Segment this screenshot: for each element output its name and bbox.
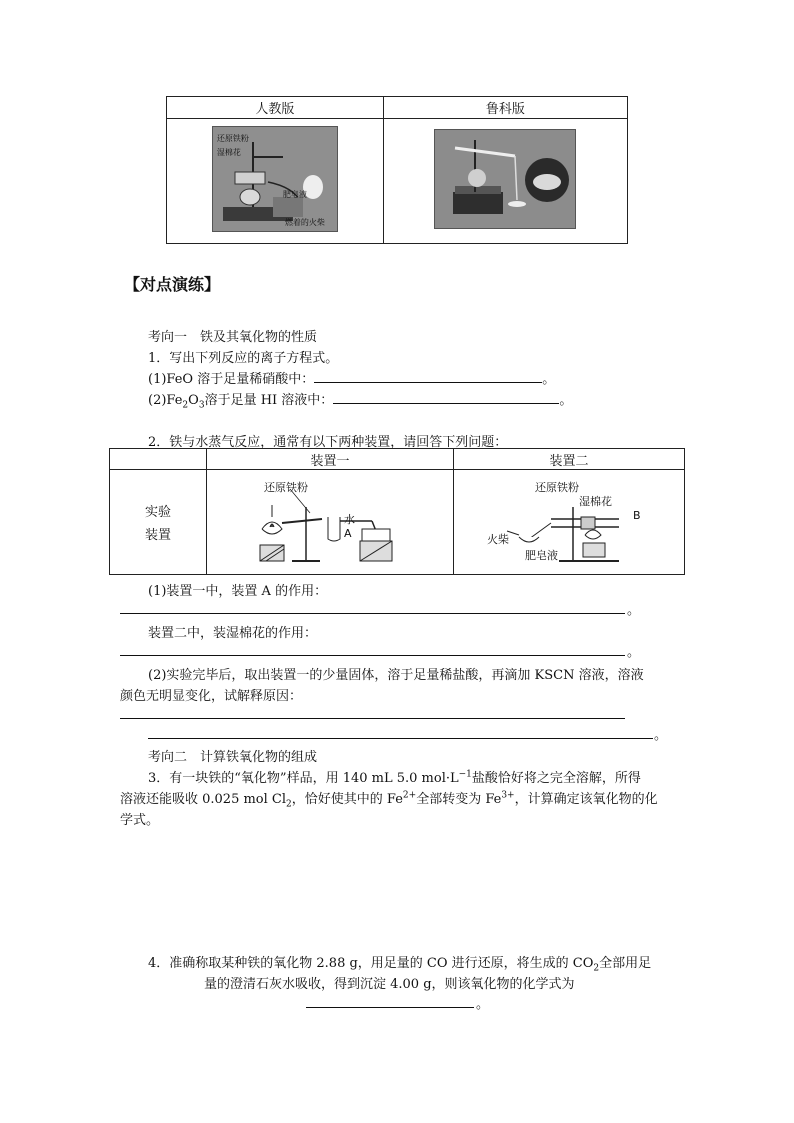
q1p2-sub-2: 3 [198, 400, 205, 411]
row-label-line2: 装置 [144, 528, 171, 543]
q3-line2-sub: 2 [286, 799, 292, 810]
q1p2-text-b: O [188, 393, 199, 408]
question1-part1 [148, 368, 555, 387]
apparatus-two-cell [454, 470, 685, 575]
direction-one-heading: 考向一 铁及其氧化物的性质 [148, 330, 318, 345]
question4-line2: 量的澄清石灰水吸收，得到沉淀 4.00 g，则该氧化物的化学式为 [204, 977, 575, 992]
period: 。 [476, 997, 490, 1012]
label-iron-1: 还原铁粉 [264, 481, 308, 494]
q1p2-text-a: (2)Fe [148, 393, 183, 408]
label-cotton: 湿棉花 [579, 495, 612, 508]
label-iron-2: 还原铁粉 [535, 481, 579, 494]
label-soap: 肥皂液 [282, 190, 307, 199]
period: 。 [542, 372, 556, 387]
question2-part1: (1)装置一中，装置 A 的作用： [148, 584, 328, 599]
question3-line3: 学式。 [120, 813, 160, 828]
answer-line-q2-2b[interactable] [148, 738, 653, 739]
question2-part2-line2: 颜色无明显变化，试解释原因： [120, 689, 303, 704]
label-wet-cotton: 湿棉花 [216, 148, 241, 157]
q3-line2-sup1: 2+ [402, 790, 417, 801]
apparatus-two-diagram [489, 477, 649, 567]
section-title: 【对点演练】 [124, 275, 221, 294]
question2-part2-line1: (2)实验完毕后，取出装置一的少量固体，溶于足量稀盐酸，再滴加 KSCN 溶液，溶液 [148, 668, 644, 683]
label-B: B [633, 509, 641, 522]
answer-blank-q1-2[interactable] [333, 391, 559, 404]
answer-line-q4[interactable] [306, 1007, 474, 1008]
question1-part2 [148, 389, 572, 411]
apparatus-table [109, 448, 685, 575]
question3-line1 [148, 767, 641, 786]
answer-blank-q1-1[interactable] [314, 370, 542, 383]
label-match-2: 火柴 [487, 533, 509, 546]
q4-text-b: 全部用足 [599, 956, 652, 971]
q3-line2-d: ，计算确定该氧化物的化 [514, 792, 658, 807]
q3-sup: −1 [458, 769, 472, 780]
question1-stem: 1．写出下列反应的离子方程式。 [148, 351, 339, 366]
q3-text-a: 3．有一块铁的“氧化物”样品，用 140 mL 5.0 mol·L [148, 771, 459, 786]
period: 。 [627, 603, 641, 618]
header-luke: 鲁科版 [383, 97, 627, 119]
q3-line2-sup2: 3+ [501, 790, 515, 801]
q3-line2-a: 溶液还能吸收 0.025 mol Cl [120, 792, 287, 807]
row-label-line1: 实验 [144, 505, 171, 520]
textbook-comparison-table [166, 96, 628, 244]
question3-line2 [120, 788, 658, 810]
q4-sub: 2 [593, 963, 600, 974]
period: 。 [627, 645, 641, 660]
apparatus-one-diagram [240, 477, 420, 567]
label-match: 燃着的火柴 [284, 218, 325, 227]
direction-two-heading: 考向二 计算铁氧化物的组成 [148, 750, 318, 765]
answer-line-q2-2a[interactable] [120, 718, 625, 719]
apparatus-photo-icon [435, 130, 575, 228]
apparatus-one-cell [207, 470, 454, 575]
q1p2-text-c: 溶于足量 HI 溶液中： [204, 393, 334, 408]
answer-line-q2-1b[interactable] [120, 655, 625, 656]
question1-part1-text: (1)FeO 溶于足量稀硝酸中： [148, 372, 315, 387]
photo-cell-renjiao [167, 119, 384, 244]
header-renjiao: 人教版 [167, 97, 384, 119]
question4-line1 [148, 952, 651, 974]
header-apparatus-one: 装置一 [207, 449, 454, 470]
label-reduced-iron: 还原铁粉 [216, 134, 249, 143]
label-A: A [344, 527, 352, 540]
answer-line-q2-1[interactable] [120, 613, 625, 614]
header-apparatus-two: 装置二 [454, 449, 685, 470]
question2-stem: 2．铁与水蒸气反应，通常有以下两种装置，请回答下列问题： [148, 435, 508, 450]
empty-header-cell [110, 449, 207, 470]
question2-part1b: 装置二中，装湿棉花的作用： [148, 626, 318, 641]
q3-text-b: 盐酸恰好将之完全溶解，所得 [471, 771, 641, 786]
period: 。 [559, 393, 573, 408]
row-label-cell [110, 470, 207, 575]
q4-text-a: 4．准确称取某种铁的氧化物 2.88 g，用足量的 CO 进行还原，将生成的 CO [148, 956, 594, 971]
apparatus-photo-renjiao [212, 126, 338, 232]
label-water: 水 [344, 513, 355, 526]
period: 。 [654, 728, 668, 743]
q1p2-sub-1: 2 [182, 400, 189, 411]
photo-cell-luke [383, 119, 627, 244]
q3-line2-b: ，恰好使其中的 Fe [291, 792, 403, 807]
q3-line2-c: 全部转变为 Fe [416, 792, 502, 807]
apparatus-photo-luke [434, 129, 576, 229]
label-soap-2: 肥皂液 [525, 549, 558, 562]
